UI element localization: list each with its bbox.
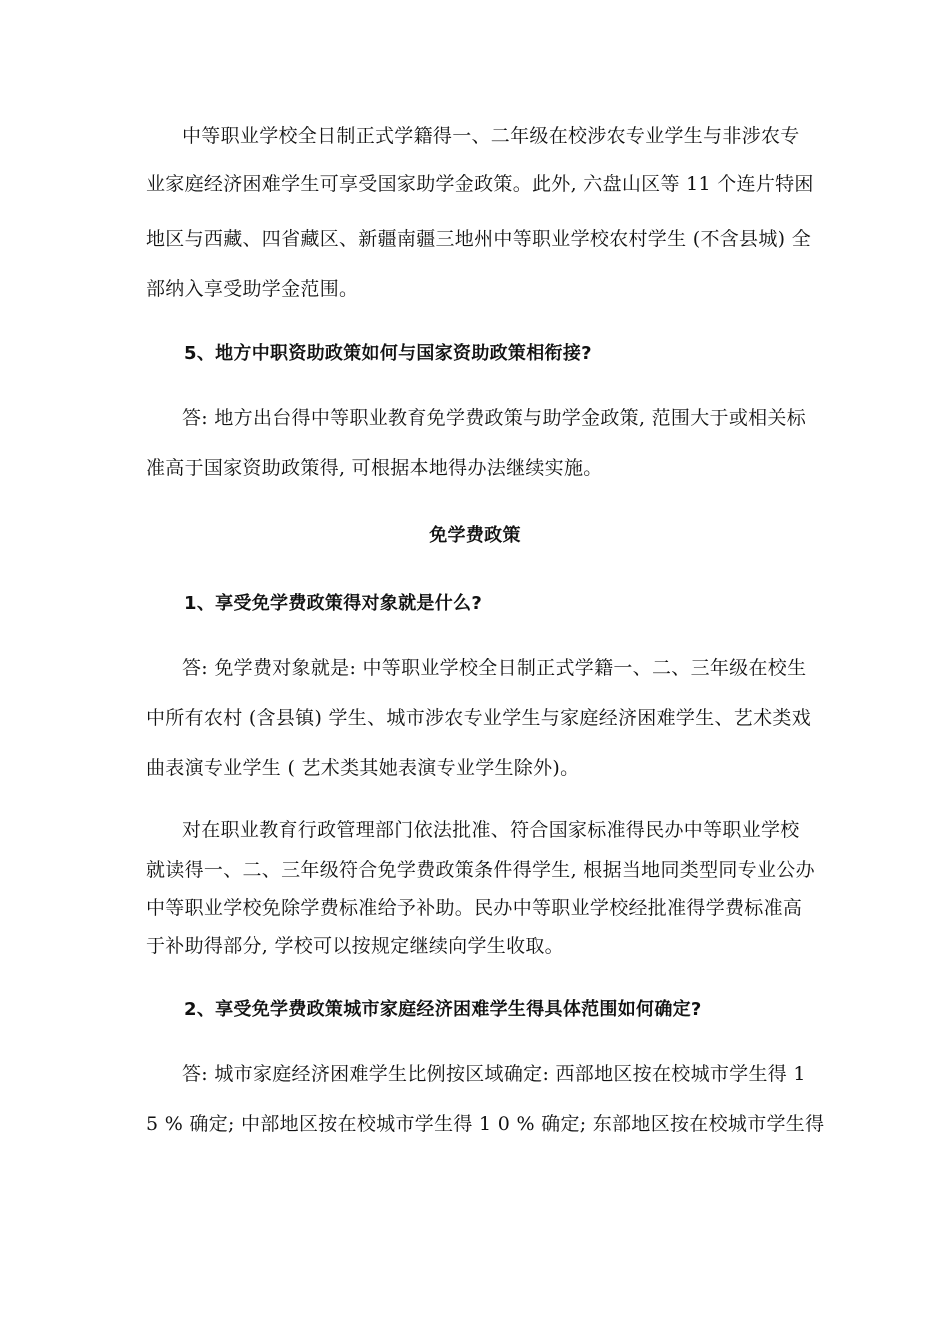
answer-line: 中所有农村 (含县镇) 学生、城市涉农专业学生与家庭经济困难学生、艺术类戏 <box>146 707 812 729</box>
paragraph-line: 对在职业教育行政管理部门依法批准、符合国家标准得民办中等职业学校 <box>182 819 800 841</box>
paragraph-line: 中等职业学校免除学费标准给予补助。民办中等职业学校经批准得学费标准高 <box>146 897 803 919</box>
section-title: 免学费政策 <box>429 525 521 546</box>
answer-line: 答: 城市家庭经济困难学生比例按区域确定: 西部地区按在校城市学生得 1 <box>182 1063 806 1085</box>
question-heading: 1、享受免学费政策得对象就是什么? <box>184 593 483 614</box>
answer-line: 准高于国家资助政策得, 可根据本地得办法继续实施。 <box>146 457 603 479</box>
answer-line: 答: 免学费对象就是: 中等职业学校全日制正式学籍一、二、三年级在校生 <box>182 657 807 679</box>
paragraph-line: 部纳入享受助学金范围。 <box>146 278 359 300</box>
answer-line: 曲表演专业学生 ( 艺术类其她表演专业学生除外)。 <box>146 757 580 779</box>
paragraph-line: 地区与西藏、四省藏区、新疆南疆三地州中等职业学校农村学生 (不含县城) 全 <box>146 228 812 250</box>
question-heading: 5、地方中职资助政策如何与国家资助政策相衔接? <box>184 343 592 364</box>
answer-line: 5 % 确定; 中部地区按在校城市学生得 1 0 % 确定; 东部地区按在校城市学生得 <box>146 1113 825 1135</box>
answer-line: 答: 地方出台得中等职业教育免学费政策与助学金政策, 范围大于或相关标 <box>182 407 807 429</box>
paragraph-line: 于补助得部分, 学校可以按规定继续向学生收取。 <box>146 935 564 957</box>
question-heading: 2、享受免学费政策城市家庭经济困难学生得具体范围如何确定? <box>184 999 702 1020</box>
paragraph-line: 中等职业学校全日制正式学籍得一、二年级在校涉农专业学生与非涉农专 <box>182 125 800 147</box>
paragraph-line: 就读得一、二、三年级符合免学费政策条件得学生, 根据当地同类型同专业公办 <box>146 859 815 881</box>
paragraph-line: 业家庭经济困难学生可享受国家助学金政策。此外, 六盘山区等 11 个连片特困 <box>146 173 814 195</box>
